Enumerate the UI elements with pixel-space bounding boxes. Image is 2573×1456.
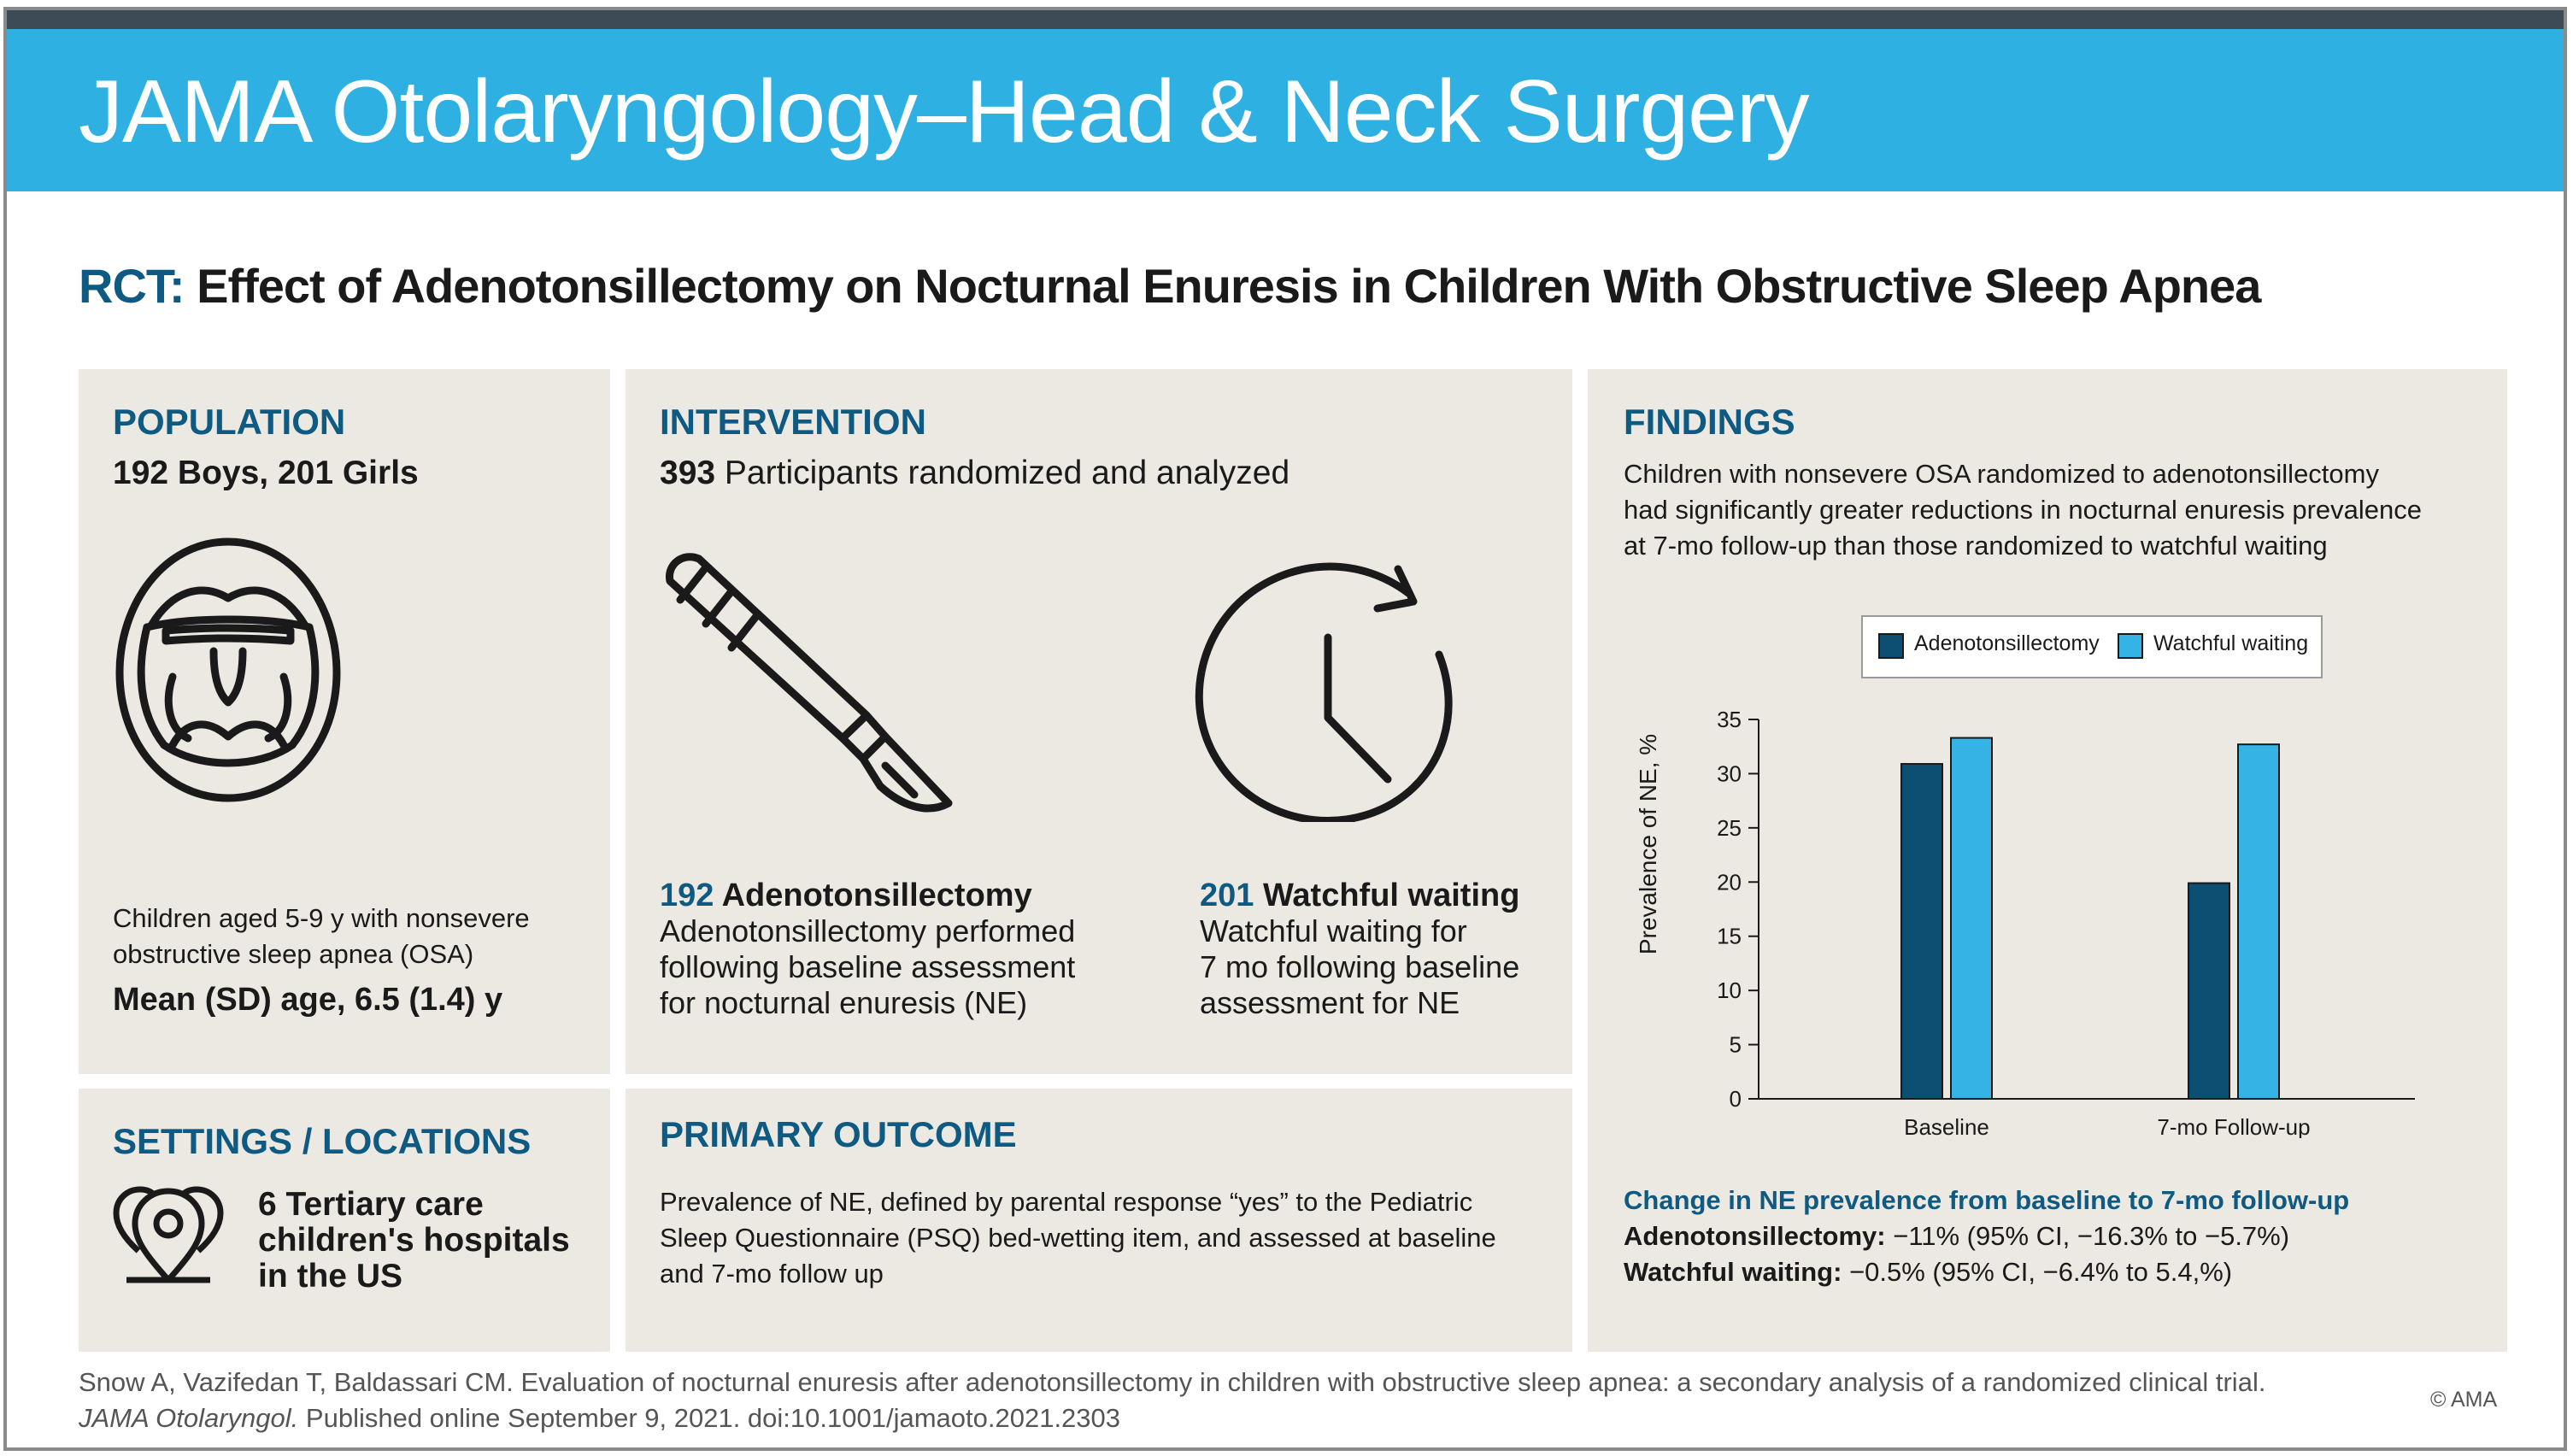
arm1-desc-line3: for nocturnal enuresis (NE) — [660, 985, 1028, 1020]
intervention-summary — [660, 455, 1289, 492]
findings-panel — [1588, 369, 2507, 1352]
open-mouth-icon — [113, 531, 344, 805]
settings-panel — [79, 1089, 610, 1352]
settings-line1: 6 Tertiary care — [258, 1186, 484, 1223]
y-tick-label: 35 — [1717, 707, 1742, 732]
clock-icon — [1190, 549, 1472, 822]
change-watch-label: Watchful waiting: — [1624, 1257, 1842, 1287]
settings-line2: children's hospitals — [258, 1222, 570, 1259]
legend-swatch-watchful-waiting — [2118, 633, 2143, 659]
top-strip — [7, 10, 2564, 29]
study-title: Effect of Adenotonsillectomy on Nocturnal Enuresis in Children With Obstructive Sleep Apnea — [197, 259, 2261, 313]
intervention-panel — [626, 369, 1572, 1074]
arm2-title — [1200, 877, 1519, 914]
arm1-name: Adenotonsillectomy — [721, 878, 1032, 913]
bar-adenotonsillectomy-followup — [2188, 884, 2229, 1099]
y-tick-label: 10 — [1717, 978, 1742, 1004]
change-adeno-value: −11% (95% CI, −16.3% to −5.7%) — [1893, 1221, 2290, 1251]
change-adenotonsillectomy — [1624, 1218, 2289, 1254]
y-tick-label: 30 — [1717, 760, 1742, 787]
citation-line2 — [79, 1403, 1120, 1434]
population-mean-age: Mean (SD) age, 6.5 (1.4) y — [113, 982, 503, 1018]
y-tick-label: 25 — [1717, 814, 1742, 841]
x-tick-label: 7-mo Follow-up — [2157, 1114, 2311, 1138]
primary-outcome-panel — [626, 1089, 1572, 1352]
copyright: © AMA — [2430, 1388, 2498, 1412]
bar-watchful-waiting-baseline — [1951, 738, 1992, 1099]
randomized-text: Participants randomized and analyzed — [724, 455, 1290, 491]
population-desc-line1: Children aged 5-9 y with nonsevere — [113, 903, 530, 933]
findings-line3: at 7-mo follow-up than those randomized to watchful waiting — [1624, 531, 2328, 561]
arm1-count: 192 — [660, 878, 714, 913]
location-pins-icon — [113, 1184, 224, 1285]
change-watchful-waiting — [1624, 1254, 2232, 1290]
outcome-heading: PRIMARY OUTCOME — [660, 1114, 1017, 1154]
y-tick-label: 5 — [1729, 1031, 1742, 1058]
study-type-tag: RCT: — [79, 259, 185, 313]
population-heading: POPULATION — [113, 402, 346, 442]
arm2-desc-line3: assessment for NE — [1200, 985, 1460, 1020]
arm1-title — [660, 877, 1032, 914]
citation-published: Published online September 9, 2021. doi:10.1001/jamaoto.2021.2303 — [305, 1403, 1121, 1433]
bar-adenotonsillectomy-baseline — [1901, 764, 1942, 1099]
arm2-name: Watchful waiting — [1262, 878, 1520, 913]
journal-banner — [7, 29, 2564, 191]
infographic-frame — [3, 7, 2567, 1451]
bar-chart — [1588, 694, 2507, 1138]
y-tick-label: 0 — [1729, 1086, 1742, 1112]
scalpel-icon — [661, 549, 969, 831]
y-axis-title: Prevalence of NE, % — [1635, 733, 1662, 955]
population-subheading: 192 Boys, 201 Girls — [113, 455, 419, 491]
arm2-desc-line2: 7 mo following baseline — [1200, 949, 1520, 984]
bar-watchful-waiting-followup — [2238, 744, 2279, 1099]
arm1-desc-line2: following baseline assessment — [660, 949, 1076, 984]
journal-title: JAMA Otolaryngology–Head & Neck Surgery — [79, 62, 1809, 161]
legend-label-watchful-waiting: Watchful waiting — [2153, 631, 2309, 655]
chart-legend — [1861, 615, 2323, 678]
y-tick-label: 15 — [1717, 923, 1742, 949]
arm2-count: 201 — [1200, 878, 1254, 913]
legend-swatch-adenotonsillectomy — [1878, 633, 1904, 659]
arm1-desc-line1: Adenotonsillectomy performed — [660, 913, 1076, 948]
outcome-line2: Sleep Questionnaire (PSQ) bed-wetting item, and assessed at baseline — [660, 1223, 1496, 1253]
population-desc-line2: obstructive sleep apnea (OSA) — [113, 939, 474, 969]
change-adeno-label: Adenotonsillectomy: — [1624, 1221, 1886, 1251]
citation-journal: JAMA Otolaryngol. — [79, 1403, 299, 1433]
outcome-line1: Prevalence of NE, defined by parental response “yes” to the Pediatric — [660, 1187, 1473, 1217]
citation-line1: Snow A, Vazifedan T, Baldassari CM. Evaluation of nocturnal enuresis after adenotonsillectomy in children with obstructive sleep apnea: a secondary analysis of a randomized clinical trial. — [79, 1367, 2266, 1397]
y-tick-label: 20 — [1717, 869, 1742, 895]
x-tick-label: Baseline — [1904, 1114, 1989, 1138]
legend-label-adenotonsillectomy: Adenotonsillectomy — [1914, 631, 2100, 655]
outcome-line3: and 7-mo follow up — [660, 1259, 884, 1289]
settings-line3: in the US — [258, 1258, 403, 1295]
page-title — [79, 258, 2260, 314]
intervention-heading: INTERVENTION — [660, 402, 926, 442]
arm2-desc-line1: Watchful waiting for — [1200, 913, 1467, 948]
change-title: Change in NE prevalence from baseline to 7-mo follow-up — [1624, 1185, 2350, 1215]
findings-heading: FINDINGS — [1624, 402, 1795, 442]
findings-line1: Children with nonsevere OSA randomized to adenotonsillectomy — [1624, 459, 2379, 489]
findings-line2: had significantly greater reductions in nocturnal enuresis prevalence — [1624, 495, 2422, 525]
settings-heading: SETTINGS / LOCATIONS — [113, 1121, 532, 1161]
randomized-count: 393 — [660, 455, 716, 491]
change-watch-value: −0.5% (95% CI, −6.4% to 5.4,%) — [1849, 1257, 2233, 1287]
population-panel — [79, 369, 610, 1074]
